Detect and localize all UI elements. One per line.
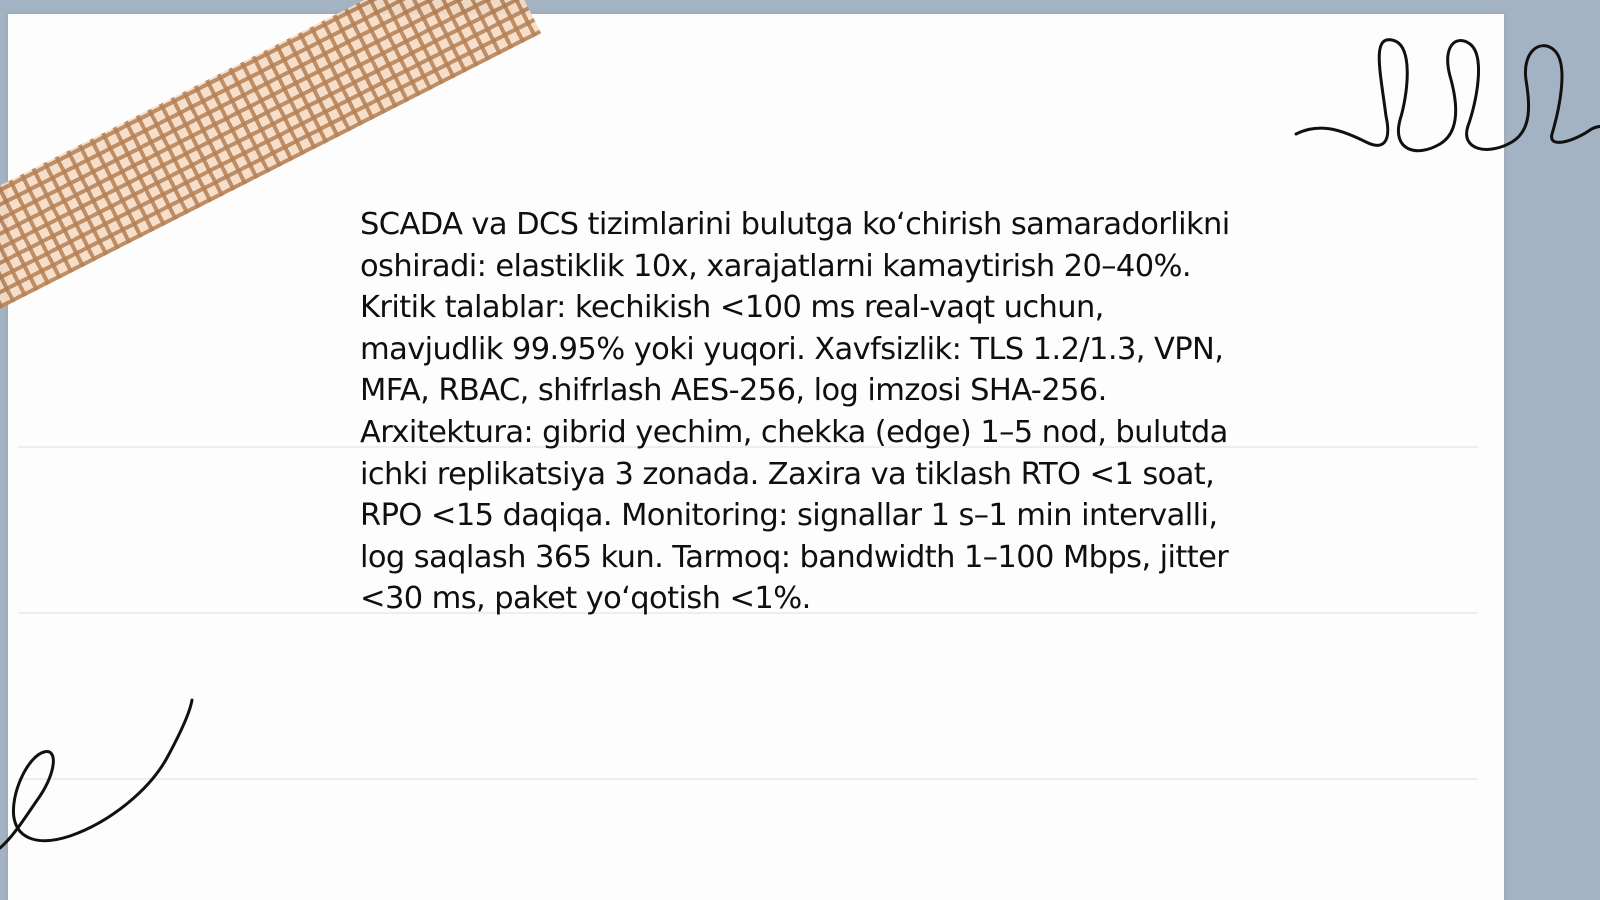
paper-rule-line (18, 778, 1478, 780)
body-paragraph: SCADA va DCS tizimlarini bulutga ko‘chirish samaradorlikni oshiradi: elastiklik 10x, xarajatlarni kamaytirish 20–40%. Kritik talablar: kechikish <100 ms real-vaqt uchun, mavjudlik 99.95% yoki yuqori. Xavfsizlik: TLS 1.2/1.3, VPN, MFA, RBAC, shifrlash AES-256, log imzosi SHA-256. Arxitektura: gibrid yechim, chekka (edge) 1–5 nod, bulutda ichki replikatsiya 3 zonada. Zaxira va tiklash RTO <1 soat, RPO <15 daqiqa. Monitoring: signallar 1 s–1 min intervalli, log saqlash 365 kun. Tarmoq: bandwidth 1–100 Mbps, jitter <30 ms, paket yo‘qotish <1%. (360, 207, 1230, 617)
curl-scribble-icon (0, 698, 210, 868)
loop-scribble-icon (1290, 30, 1600, 190)
